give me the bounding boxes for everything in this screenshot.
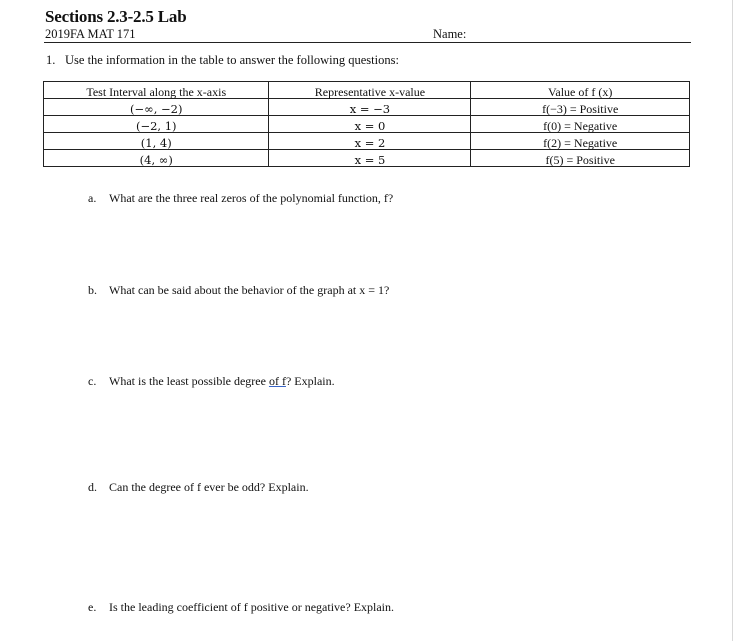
question-e-text: Is the leading coefficient of f positive or negative? Explain. xyxy=(109,600,395,614)
header-divider xyxy=(44,42,691,43)
table-header-cell: Representative x-value xyxy=(269,82,471,99)
question-c-text-end: ? Explain. xyxy=(285,374,335,388)
question-c xyxy=(88,374,335,389)
table-row xyxy=(44,99,690,116)
question-e-letter: e. xyxy=(88,600,97,614)
question-b-text: What can be said about the behavior of the graph at x = 1? xyxy=(109,283,390,297)
question-c-text-underlined: of f xyxy=(268,374,286,388)
course-label: 2019FA MAT 171 xyxy=(45,27,136,41)
name-label: Name: xyxy=(433,27,467,41)
table-row xyxy=(44,133,690,150)
question-d xyxy=(88,480,309,495)
table-cell-f-value: f(5) = Positive xyxy=(471,150,690,167)
question-1-text: Use the information in the table to answer the following questions: xyxy=(65,53,399,67)
table-cell-interval: (−∞, −2) xyxy=(44,99,269,116)
question-b xyxy=(88,283,389,298)
question-a-text: What are the three real zeros of the polynomial function, f? xyxy=(109,191,394,205)
question-1 xyxy=(46,53,399,68)
question-c-text-start: What is the least possible degree xyxy=(109,374,269,388)
table-row xyxy=(44,116,690,133)
page-title: Sections 2.3-2.5 Lab xyxy=(45,7,187,26)
table-cell-interval: (1, 4) xyxy=(44,133,269,150)
question-c-letter: c. xyxy=(88,374,97,388)
table-row xyxy=(44,150,690,167)
table-cell-f-value: f(2) = Negative xyxy=(471,133,690,150)
question-a-letter: a. xyxy=(88,191,97,205)
table-cell-x-value: x = −3 xyxy=(269,99,471,116)
table-cell-x-value: x = 0 xyxy=(269,116,471,133)
table-cell-interval: (4, ∞) xyxy=(44,150,269,167)
question-1-number: 1. xyxy=(46,53,56,67)
table-cell-x-value: x = 5 xyxy=(269,150,471,167)
table-cell-f-value: f(0) = Negative xyxy=(471,116,690,133)
question-a xyxy=(88,191,393,206)
question-e xyxy=(88,600,394,615)
interval-table xyxy=(43,81,690,167)
table-cell-f-value: f(−3) = Positive xyxy=(471,99,690,116)
table-header-cell: Value of f (x) xyxy=(471,82,690,99)
question-d-text: Can the degree of f ever be odd? Explain. xyxy=(109,480,309,494)
table-header-row xyxy=(44,82,690,99)
table-cell-interval: (−2, 1) xyxy=(44,116,269,133)
question-d-letter: d. xyxy=(88,480,97,494)
table-header-cell: Test Interval along the x-axis xyxy=(44,82,269,99)
question-b-letter: b. xyxy=(88,283,97,297)
table-cell-x-value: x = 2 xyxy=(269,133,471,150)
